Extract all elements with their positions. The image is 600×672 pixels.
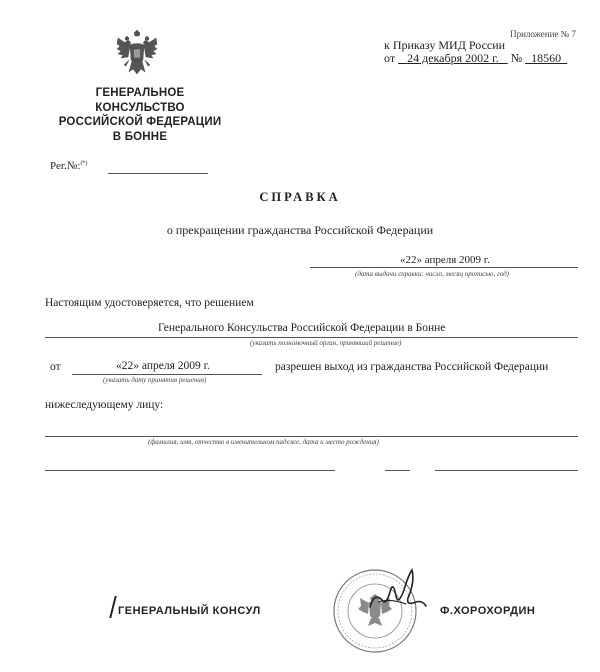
decision-date-caption: (указать дату принятия решения) <box>103 376 207 384</box>
decision-date-line <box>72 374 262 375</box>
certify-text: Настоящим удостоверяется, что решением <box>45 297 254 309</box>
order-date-line <box>384 51 567 66</box>
registration-number-field <box>108 173 208 174</box>
person-details-line-1 <box>45 436 578 437</box>
consulate-line-3: РОССИЙСКОЙ ФЕДЕРАЦИИ <box>58 116 222 128</box>
order-date: 24 декабря 2002 г. <box>407 51 499 65</box>
document-title: СПРАВКА <box>259 190 341 204</box>
consulate-line-2: КОНСУЛЬСТВО <box>95 101 185 114</box>
decision-from-label: от <box>50 361 61 373</box>
order-number: 18560 <box>531 51 562 65</box>
consul-title: ГЕНЕРАЛЬНЫЙ КОНСУЛ <box>118 605 261 617</box>
order-reference: к Приказу МИД России <box>384 38 506 52</box>
authority-name: Генерального Консульства Российской Федерации в Бонне <box>158 322 446 334</box>
decision-date: «22» апреля 2009 г. <box>116 360 210 372</box>
person-details-line-2b <box>385 470 410 471</box>
order-from-label: от <box>384 51 396 65</box>
consulate-name <box>40 86 240 144</box>
consulate-line-4: В БОННЕ <box>112 130 168 143</box>
person-details-line-2c <box>435 470 578 471</box>
authority-line <box>45 337 578 338</box>
issue-date-line <box>310 267 578 268</box>
issue-date-caption: (дата выдачи справки: число, месяц прописью, год) <box>355 270 509 278</box>
person-details-caption: (фамилия, имя, отчество в именительном падеже, дата и место рождения) <box>148 438 379 446</box>
consul-name: Ф.ХОРОХОРДИН <box>440 605 536 617</box>
registration-footnote-mark: (*) <box>80 160 88 167</box>
handwritten-signature-icon <box>360 562 430 622</box>
issue-date: «22» апреля 2009 г. <box>400 254 490 266</box>
registration-label: Рег.№:(*) <box>50 160 88 172</box>
following-person-label: нижеследующему лицу: <box>45 399 164 411</box>
appendix-label: Приложение № 7 <box>510 29 576 39</box>
signature-slash-mark <box>109 596 116 618</box>
order-number-label: № <box>510 51 523 65</box>
consulate-line-1: ГЕНЕРАЛЬНОЕ <box>95 87 185 99</box>
double-headed-eagle-icon <box>115 30 159 78</box>
permitted-text: разрешен выход из гражданства Российской Федерации <box>275 361 549 373</box>
document-subtitle: о прекращении гражданства Российской Федерации <box>166 223 434 237</box>
authority-caption: (указать полномочный орган, принявший решение) <box>250 339 402 347</box>
person-details-line-2a <box>45 470 335 471</box>
